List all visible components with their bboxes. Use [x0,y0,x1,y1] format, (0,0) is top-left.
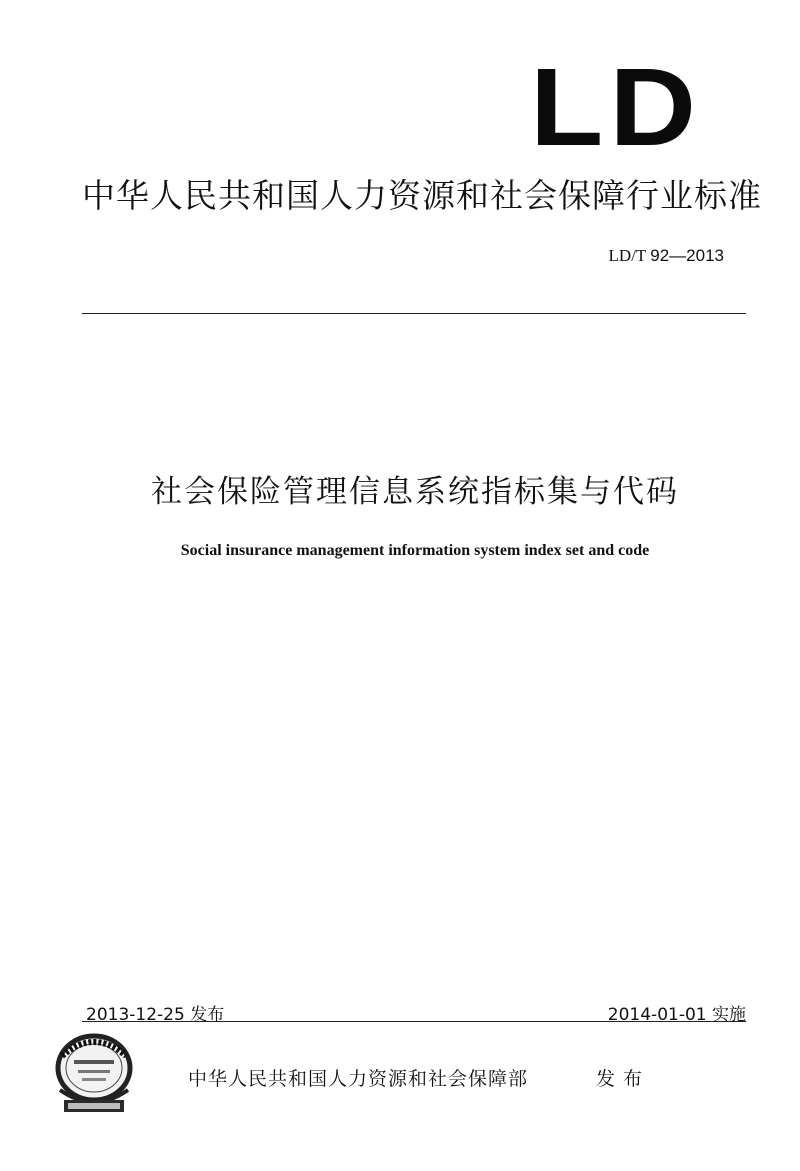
document-title-en: Social insurance management information system index set and code [180,542,650,559]
issue-date: 2013-12-25 发布 [86,1005,225,1025]
publish-label: 发布 [596,1068,651,1090]
top-rule [82,313,746,314]
standard-category: 中华人民共和国人力资源和社会保障行业标准 [82,176,762,215]
standard-code [609,246,724,266]
standard-code-prefix: LD/T [608,246,647,265]
ld-logo: LD [530,45,702,169]
standard-code-number: 92—2013 [650,246,724,265]
document-title-cn: 社会保险管理信息系统指标集与代码 [151,474,679,510]
implementation-date: 2014-01-01 实施 [607,1005,746,1025]
bottom-rule [82,1021,746,1022]
anti-counterfeit-seal-icon [50,1030,138,1114]
publisher-name: 中华人民共和国人力资源和社会保障部 [188,1068,529,1090]
